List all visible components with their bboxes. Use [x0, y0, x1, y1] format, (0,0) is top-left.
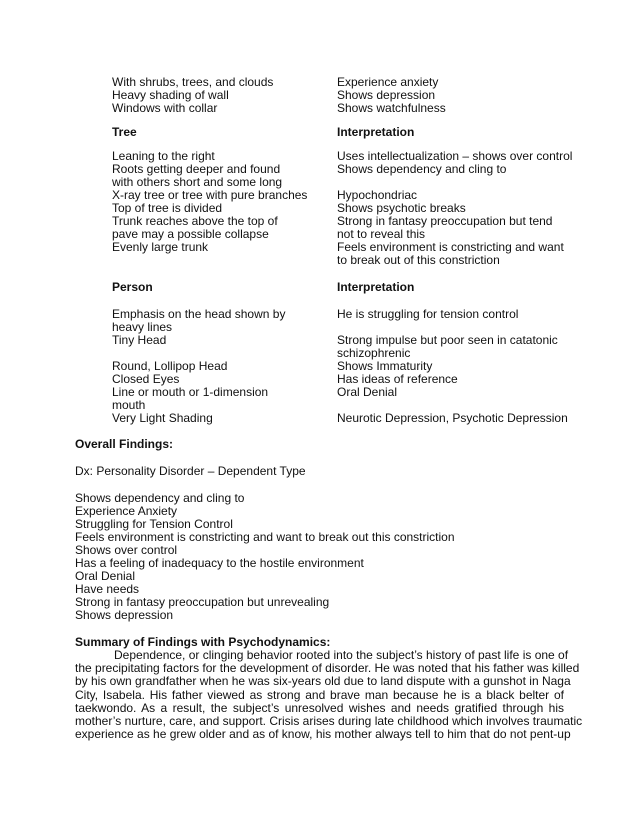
finding-item: Shows over control [75, 543, 178, 557]
person-interpretation: Strong impulse but poor seen in catatonic [337, 333, 558, 347]
summary-heading: Summary of Findings with Psychodynamics: [75, 635, 331, 649]
tree-interpretation: Shows dependency and cling to [337, 162, 507, 176]
person-indicator: Closed Eyes [112, 372, 180, 386]
continuation-right-item: Shows watchfulness [337, 101, 446, 115]
person-interpretation: schizophrenic [337, 346, 411, 360]
finding-item: Has a feeling of inadequacy to the hostile environment [75, 556, 364, 570]
tree-indicator: pave may a possible collapse [112, 227, 269, 241]
continuation-right-item: Experience anxiety [337, 75, 439, 89]
finding-item: Struggling for Tension Control [75, 517, 233, 531]
finding-item: Shows dependency and cling to [75, 491, 245, 505]
person-heading: Person [112, 280, 153, 294]
continuation-left-item: Windows with collar [112, 101, 218, 115]
tree-indicator: Top of tree is divided [112, 201, 223, 215]
tree-indicator: Trunk reaches above the top of [112, 214, 278, 228]
summary-line: experience as he grew older and as of know, his mother always tell to him that do not pent-up [75, 727, 571, 742]
finding-item: Oral Denial [75, 569, 136, 583]
finding-item: Have needs [75, 582, 140, 596]
continuation-left-item: Heavy shading of wall [112, 88, 229, 102]
diagnosis: Dx: Personality Disorder – Dependent Type [75, 464, 306, 478]
tree-interpretation: Uses intellectualization – shows over control [337, 149, 573, 163]
tree-indicator: X-ray tree or tree with pure branches [112, 188, 308, 202]
tree-interpretation-heading: Interpretation [337, 125, 415, 139]
tree-indicator: Roots getting deeper and found [112, 162, 281, 176]
tree-interpretation: to break out of this constriction [337, 253, 500, 267]
person-interpretation: Oral Denial [337, 385, 398, 399]
person-interpretation: Neurotic Depression, Psychotic Depression [337, 411, 568, 425]
continuation-right-item: Shows depression [337, 88, 436, 102]
person-indicator: Very Light Shading [112, 411, 213, 425]
summary-line: City, Isabela. His father viewed as strong and brave man because he is a black belter of [75, 687, 564, 702]
tree-heading: Tree [112, 125, 137, 139]
tree-interpretation: not to reveal this [337, 227, 426, 241]
tree-interpretation: Strong in fantasy preoccupation but tend [337, 214, 553, 228]
tree-indicator: Leaning to the right [112, 149, 215, 163]
finding-item: Strong in fantasy preoccupation but unrevealing [75, 595, 330, 609]
person-indicator: mouth [112, 398, 146, 412]
person-interpretation: Has ideas of reference [337, 372, 458, 386]
person-interpretation-heading: Interpretation [337, 280, 415, 294]
person-indicator: Round, Lollipop Head [112, 359, 228, 373]
overall-findings-heading: Overall Findings: [75, 437, 174, 451]
tree-indicator: Evenly large trunk [112, 240, 209, 254]
summary-line: by his own grandfather when he was six-years old due to land dispute with a gunshot in Naga [75, 674, 571, 689]
person-indicator: heavy lines [112, 320, 173, 334]
tree-indicator: with others short and some long [112, 175, 283, 189]
summary-line: taekwondo. As a result, the subject’s unresolved wishes and needs gratified through his [75, 700, 564, 715]
tree-interpretation: Feels environment is constricting and want [337, 240, 564, 254]
tree-interpretation: Hypochondriac [337, 188, 418, 202]
finding-item: Shows depression [75, 608, 174, 622]
person-interpretation: Shows Immaturity [337, 359, 433, 373]
continuation-left-item: With shrubs, trees, and clouds [112, 75, 274, 89]
summary-line: the precipitating factors for the development of disorder. He was noted that his father was killed [75, 661, 580, 676]
person-indicator: Line or mouth or 1-dimension [112, 385, 269, 399]
summary-paragraph [75, 648, 583, 742]
finding-item: Feels environment is constricting and want to break out this constriction [75, 530, 455, 544]
summary-line: mother’s nurture, care, and support. Crisis arises during late childhood which involves traumatic [75, 714, 583, 729]
person-interpretation: He is struggling for tension control [337, 307, 519, 321]
finding-item: Experience Anxiety [75, 504, 178, 518]
tree-interpretation: Shows psychotic breaks [337, 201, 466, 215]
person-indicator: Emphasis on the head shown by [112, 307, 286, 321]
person-indicator: Tiny Head [112, 333, 167, 347]
summary-line: Dependence, or clinging behavior rooted into the subject’s history of past life is one of [114, 648, 569, 662]
